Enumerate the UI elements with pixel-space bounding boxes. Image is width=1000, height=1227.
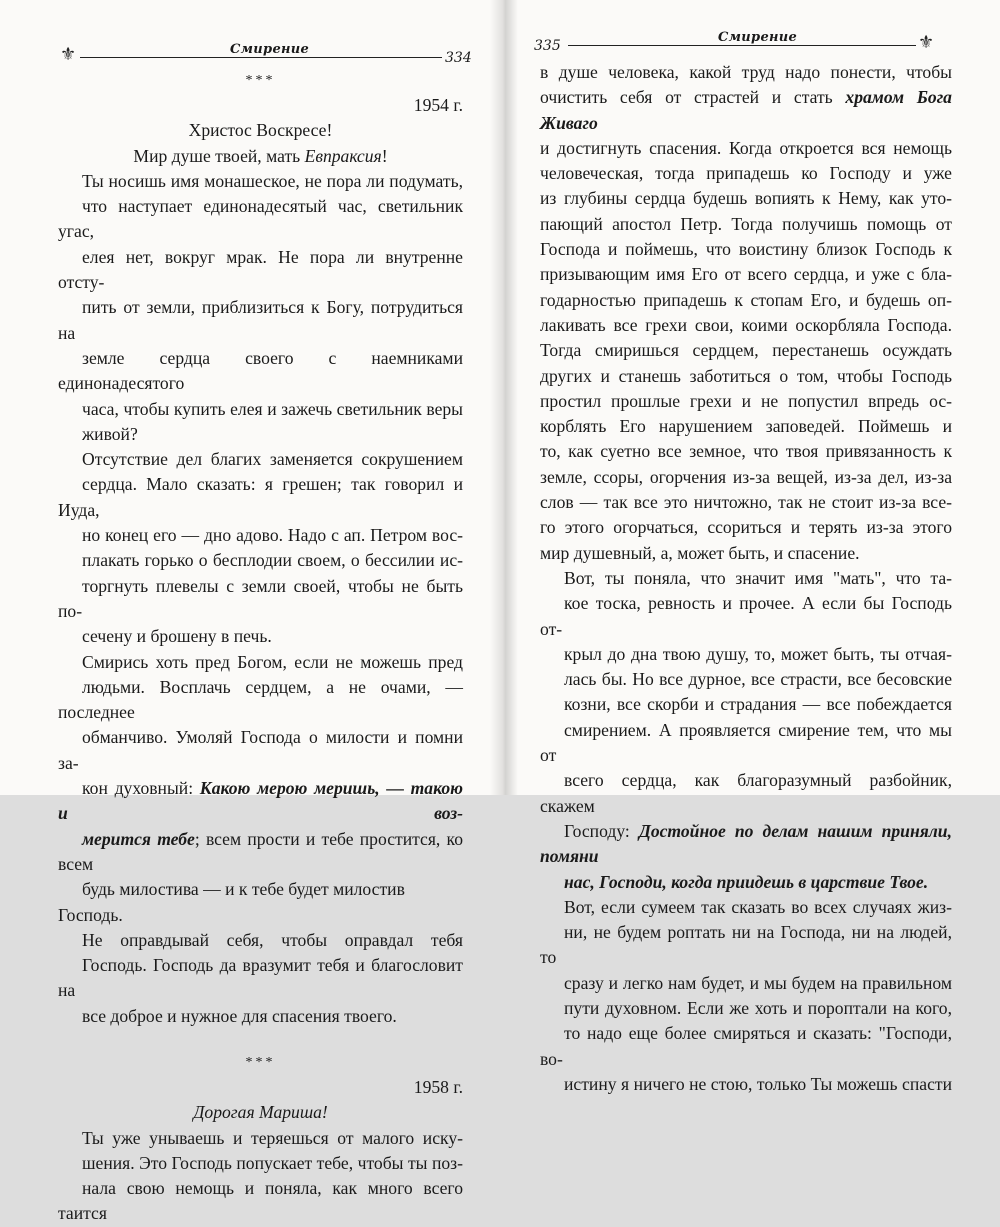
right-page-header bbox=[508, 30, 1000, 60]
left-page-text bbox=[58, 68, 463, 1227]
section-stars: *** bbox=[245, 1054, 276, 1070]
section-stars: *** bbox=[245, 73, 276, 88]
page-number: 334 bbox=[445, 50, 472, 66]
paragraph: в душе человека, какой труд надо понести, чтобы очистить себя от страстей и стать храмом Бога Живаго и достигнуть спасения. Когда откроется вся немощь человеческая, тогда припадешь ко Господу и уже из глубины сердца будешь вопиять к Нему, как уто- пающий апостол Петр. Тогда получишь помощь от Господа и поймешь, что воистину близок Господь к призывающим имя Его от всего сердца, и уже с бла- годарностью припадешь к стопам Его, и будешь оп- лакивать все грехи свои, коими оскорбляла Господа. Тогда смиришься сердцем, перестанешь осуждать других и станешь заботиться о том, чтобы Господь простил прошлые грехи и не попустил впредь ос- корблять Его нарушением заповедей. Поймешь и то, как суетно все земное, что твоя привязанность к земле, ссоры, огорчения из-за вещей, из-за дел, из-за слов — так все это ничтожно, так не стоит из-за все- го этого огорчаться, ссориться и терять из-за этого мир душевный, а, может быть, и спасение. bbox=[540, 62, 952, 563]
header-rule bbox=[568, 45, 916, 46]
letter-year: 1954 г. bbox=[413, 95, 463, 115]
fleur-icon: ⚜ bbox=[918, 32, 935, 53]
letter-year: 1958 г. bbox=[413, 1076, 463, 1097]
letter-greeting: Мир душе твоей, мать Евпраксия! bbox=[133, 145, 388, 166]
scripture-quote: Какою мерою меришь, — такою и воз- bbox=[58, 778, 463, 824]
right-page bbox=[508, 0, 1000, 1094]
fleur-icon: ⚜ bbox=[60, 44, 77, 65]
running-title: Смирение bbox=[712, 30, 803, 45]
scripture-quote: нас, Господи, когда приидешь в царствие Твое. bbox=[564, 871, 929, 892]
right-page-text bbox=[540, 60, 952, 1097]
paragraph: Смирись хоть пред Богом, если не можешь пред людьми. Восплачь сердцем, а не очами, — последнее обманчиво. Умоляй Господа о милости и помни за- кон духовный: Какою мерою меришь, — такою и воз- мерится тебе; всем прости и тебе простится, ко всем будь милостива — и к тебе будет милостив Господь. bbox=[58, 651, 463, 925]
paragraph: Ты носишь имя монашеское, не пора ли подумать, что наступает единонадесятый час, светильник угас, елея нет, вокруг мрак. Не пора ли внутренне отсту- пить от земли, приблизиться к Богу, потрудиться на земле сердца своего с наемниками единонадесятого часа, чтобы купить елея и зажечь светильник веры живой? bbox=[58, 170, 463, 444]
header-rule bbox=[80, 57, 442, 58]
paragraph: Вот, ты поняла, что значит имя "мать", что та- кое тоска, ревность и прочее. А если бы Господь от- крыл до дна твою душу, то, может быть, ты отчая- лась бы. Но все дурное, все страсти, все бесовские козни, все скорби и страдания — все побеждается смирением. А проявляется смирение тем, что мы от всего сердца, как благоразумный разбойник, скажем Господу: Достойное по делам нашим приняли, помяни нас, Господи, когда приидешь в царствие Твое. bbox=[540, 567, 952, 892]
paragraph: Отсутствие дел благих заменяется сокрушением сердца. Мало сказать: я грешен; так говорил и Иуда, но конец его — дно адово. Надо с ап. Петром вос- плакать горько о бесплодии своем, о бессилии ис- торгнуть плевелы с земли своей, чтобы не быть по- сечену и брошену в печь. bbox=[58, 449, 463, 647]
running-title: Смирение bbox=[224, 42, 315, 57]
letter-greeting: Христос Воскресе! bbox=[188, 120, 333, 141]
letter-greeting: Дорогая Мариша! bbox=[193, 1102, 328, 1123]
scripture-quote: храмом Бога Живаго bbox=[540, 87, 952, 133]
page-number: 335 bbox=[534, 38, 561, 54]
paragraph: Вот, если сумеем так сказать во всех случаях жиз- ни, не будем роптать ни на Господа, ни на людей, то сразу и легко нам будет, и мы будем на правильном пути духовном. Если же хоть и пороптали на кого, то надо еще более смиряться и сказать: "Господи, во- истину я ничего не стою, только Ты можешь спасти bbox=[540, 896, 952, 1094]
left-page bbox=[0, 0, 500, 1224]
scripture-quote: мерится тебе bbox=[82, 828, 195, 849]
paragraph: Не оправдывай себя, чтобы оправдал тебя Господь. Господь да вразумит тебя и благословит на все доброе и нужное для спасения твоего. bbox=[58, 929, 463, 1026]
scripture-quote: Достойное по делам нашим приняли, помяни bbox=[540, 820, 952, 867]
paragraph: Ты уже унываешь и теряешься от малого иску- шения. Это Господь попускает тебе, чтобы ты поз- нала свою немощь и поняла, как много всего таится bbox=[58, 1127, 463, 1224]
